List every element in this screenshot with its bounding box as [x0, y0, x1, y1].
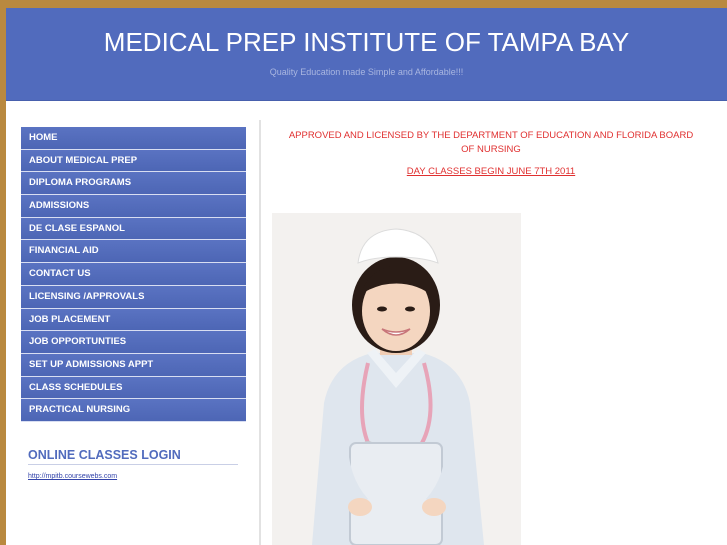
nav-item-label: FINANCIAL AID [29, 245, 99, 257]
site-tagline: Quality Education made Simple and Affordable!!! [269, 67, 464, 77]
nav-item-label: LICENSING /APPROVALS [29, 290, 145, 302]
nav-item-label: JOB OPPORTUNTIES [29, 336, 127, 348]
nurse-photo [272, 213, 521, 545]
nav-item-practical-nursing[interactable] [21, 399, 246, 422]
nav-item-job-opportunities[interactable] [21, 331, 246, 354]
nav-item-label: DE CLASE ESPANOL [29, 222, 125, 234]
nav-item-licensing[interactable] [21, 286, 246, 309]
day-classes-link[interactable]: DAY CLASSES BEGIN JUNE 7TH 2011 [406, 166, 576, 177]
nav-item-label: PRACTICAL NURSING [29, 404, 131, 416]
nav-item-label: CONTACT US [29, 268, 91, 280]
nav-item-label: JOB PLACEMENT [29, 313, 111, 325]
nav-item-class-schedules[interactable] [21, 377, 246, 400]
page-frame [6, 8, 727, 545]
sidebar-nav [21, 127, 246, 422]
classes-notice [281, 166, 701, 177]
accreditation-notice: APPROVED AND LICENSED BY THE DEPARTMENT OF EDUCATION AND FLORIDA BOARD OF NURSING [288, 130, 694, 155]
nav-item-diploma-programs[interactable] [21, 172, 246, 195]
nav-item-contact-us[interactable] [21, 263, 246, 286]
nav-item-label: HOME [29, 132, 58, 143]
nav-item-admissions-appt[interactable] [21, 354, 246, 377]
nav-item-label: ADMISSIONS [29, 200, 90, 212]
column-divider [259, 120, 261, 545]
nav-item-label: SET UP ADMISSIONS APPT [29, 358, 154, 370]
site-title[interactable]: MEDICAL PREP INSTITUTE OF TAMPA BAY [103, 27, 630, 57]
nav-item-home[interactable] [21, 127, 246, 150]
nav-item-financial-aid[interactable] [21, 240, 246, 263]
nav-item-label: ABOUT MEDICAL PREP [29, 154, 138, 166]
site-header [6, 8, 727, 101]
nav-item-label: DIPLOMA PROGRAMS [29, 177, 132, 189]
nurse-illustration [272, 213, 521, 545]
nav-item-about[interactable] [21, 150, 246, 173]
nav-item-admissions[interactable] [21, 195, 246, 218]
online-classes-login-link[interactable]: http://mpitb.coursewebs.com [28, 473, 118, 480]
nav-item-de-clase-espanol[interactable] [21, 218, 246, 241]
nav-item-job-placement[interactable] [21, 309, 246, 332]
online-classes-login-title: ONLINE CLASSES LOGIN [28, 448, 238, 465]
nav-item-label: CLASS SCHEDULES [29, 381, 123, 393]
